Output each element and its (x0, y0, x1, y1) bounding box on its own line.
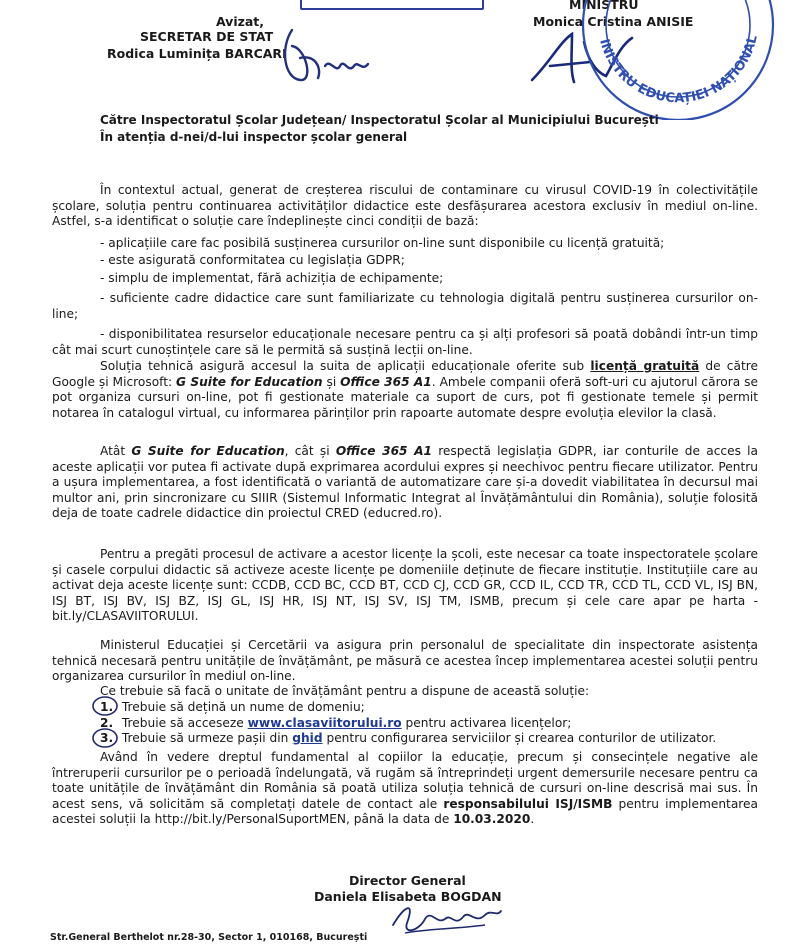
text: respectă legislația GDPR, iar conturile de acces la aceste aplicații vor putea fi activate după exprimarea acordului expres și neechivoc pentru fiecare utilizator. Pentru a ușura implementarea, a fost identificată o variantă de automatizare care și-a dovedit viabilitatea în decursul mai multor ani, prin sincronizare cu SIIIR (Sistemul Informatic Integrat al Învățământului din România), soluție folosită deja de toate cadrele didactice din proiectul CRED (educred.ro). (52, 444, 758, 520)
condition-1: - aplicațiile care fac posibilă susținerea cursurilor on-line sunt disponibile cu licență gratuită; (100, 236, 665, 250)
ministry-stamp (578, 0, 778, 120)
minister-title: MINISTRU (569, 0, 639, 12)
text: și (322, 374, 341, 389)
gdpr-paragraph (52, 444, 758, 522)
request-paragraph (52, 750, 758, 828)
gsuite-name: G Suite for Education (176, 374, 323, 389)
handwritten-marks (90, 694, 210, 754)
step-text: Trebuie să dețină un nume de domeniu; (121, 700, 365, 714)
approval-label: Avizat, (215, 14, 265, 29)
secretary-name: Rodica Luminița BARCARI (107, 46, 287, 61)
activation-paragraph: Pentru a pregăti procesul de activare a acestor licențe la școli, este necesar ca toate inspectoratele școlare și casele corpului didactic să activeze aceste licențe pe domeniile deținute de fiecare instituție. Instituțiile care au activat deja aceste licențe sunt: CCDB, CCD BC, CCD BT, CCD CJ, CCD GR, CCD IL, CCD TR, CCD TL, CCD VL, ISJ BN, ISJ BT, ISJ BV, ISJ BZ, ISJ GL, ISJ HR, ISJ NT, ISJ SV, ISJ TM, ISMB, precum și cele care apar pe harta - bit.ly/CLASAVIITORULUI. (52, 547, 758, 623)
clasaviitorului-link[interactable]: www.clasaviitorului.ro (247, 715, 402, 730)
text: . Ambele companii oferă soft-uri cu ajutorul cărora se pot organiza cursuri on-line, pot fi gestionate materiale ca suport de curs, pot fi gestionate temele și permit notarea în catalogul virtual, cu informarea părinților prin rapoarte automate despre evoluția elevilor la clasă. (52, 374, 759, 420)
guide-link[interactable]: ghid (292, 731, 323, 745)
step-number: 1. (100, 700, 114, 714)
condition-4: - suficiente cadre didactice care sunt familiarizate cu tehnologia digitală pentru susținerea cursurilor on-line; (52, 291, 758, 321)
office-name: Office 365 A1 (340, 374, 432, 389)
minister-name: Monica Cristina ANISIE (533, 14, 694, 29)
step-text: pentru activarea licențelor; (401, 715, 572, 730)
responsible-text: responsabilului ISJ/ISMB (443, 796, 613, 811)
condition-2: - este asigurată conformitatea cu legislația GDPR; (100, 253, 405, 267)
solution-paragraph (52, 359, 758, 421)
ministry-support-paragraph: Ministerul Educației și Cercetării va asigura prin personalul de specialitate din inspectorate asistența tehnică necesară pentru unitățile de învățământ, pe măsură ce acestea încep implementarea acestei soluții pentru organizarea cursurilor în mediul on-line. (52, 638, 758, 683)
step-text: Trebuie să urmeze pașii din (121, 731, 293, 745)
text: Soluția tehnică asigură accesul la suita de aplicații educaționale oferite sub (100, 359, 591, 373)
recipient-line: Către Inspectoratul Școlar Județean/ Inspectoratul Școlar al Municipiului București (100, 113, 659, 127)
closing-title: Director General (349, 873, 466, 888)
secretary-signature (270, 18, 390, 88)
condition-3: - simplu de implementat, fără achiziția de echipamente; (100, 271, 444, 285)
step-number: 3. (100, 731, 114, 745)
registration-box (300, 0, 484, 10)
office-name: Office 365 A1 (335, 444, 432, 458)
text: Atât (100, 444, 132, 458)
intro-paragraph (52, 183, 758, 230)
steps-intro: Ce trebuie să facă o unitate de învățământ pentru a dispune de această soluție: (100, 684, 590, 698)
intro-text: În contextul actual, generat de creșterea riscului de contaminare cu virusul COVID-19 în colectivitățile școlare, soluția pentru continuarea activităților didactice este desfășurarea acestora exclusiv în mediul on-line. Astfel, s-a identificat o soluție care îndeplinește cinci condiții de bază: (52, 183, 758, 228)
closing-name: Daniela Elisabeta BOGDAN (314, 889, 502, 904)
deadline-date: 10.03.2020 (453, 812, 531, 826)
step-text: pentru configurarea serviciilor și crearea conturilor de utilizator. (322, 731, 717, 745)
text: de către Google și Microsoft: (52, 359, 758, 389)
condition-5: - disponibilitatea resurselor educaționale necesare pentru ca și alți profesori să poată dobândi într-un timp cât mai scurt cunoștințele care să le permită să susțină lecții on-line. (52, 327, 758, 357)
text: Având în vedere dreptul fundamental al copiilor la educație, precum și consecințele negative ale întreruperii cursurilor pe o perioadă îndelungată, vă rugăm să întreprindeți urgent demersurile necesare pentru ca toate unitățile de învățământ din România să poată utiliza soluția tehnică de cursuri on-line descrisă mai sus. În acest sens, vă solicităm să completați datele de contact ale (52, 750, 758, 811)
text: . (530, 812, 535, 826)
attention-line: În atenția d-nei/d-lui inspector școlar general (100, 130, 408, 144)
footer-address: Str.General Berthelot nr.28-30, Sector 1, 010168, București (50, 932, 368, 943)
secretary-title: SECRETAR DE STAT (140, 29, 274, 44)
text: , cât și (284, 444, 336, 458)
director-signature (385, 895, 505, 940)
gsuite-name: G Suite for Education (131, 444, 285, 458)
step-number: 2. (100, 715, 114, 730)
step-text: Trebuie să acceseze (121, 715, 248, 730)
svg-text:MINISTRU EDUCAȚIEI NAȚIONALE (578, 0, 761, 106)
free-license-text: licență gratuită (590, 359, 700, 373)
stamp-text: INISTRU EDUCAȚIEI NAȚIONAL (596, 33, 761, 107)
text: pentru implementarea acestei soluții la http://bit.ly/PersonalSuportMEN, până la data de (52, 796, 758, 826)
